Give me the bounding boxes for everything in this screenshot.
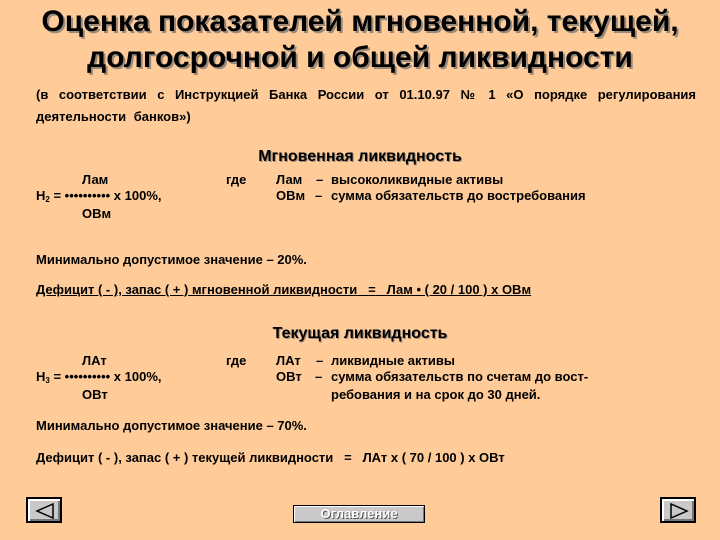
current-def2-text-line2: ребования и на срок до 30 дней.	[331, 387, 541, 402]
current-formula-rest: = •••••••••• х 100%,	[49, 369, 162, 384]
current-deficit-left: Дефицит ( - ), запас ( + ) текущей ликвидности	[36, 450, 334, 465]
instant-def2-text: сумма обязательств до востребования	[331, 188, 586, 203]
instant-def1-term: Лам	[276, 172, 303, 187]
current-liquidity-heading: Текущая ликвидность	[272, 325, 448, 342]
instant-denominator: ОВм	[82, 206, 112, 221]
instant-formula	[36, 188, 162, 208]
triangle-right-icon	[669, 503, 689, 519]
title-line-2: долгосрочной и общей ликвидности	[87, 41, 633, 74]
current-numerator: ЛАт	[82, 353, 107, 368]
current-def1-text: ликвидные активы	[331, 353, 455, 368]
next-slide-button[interactable]	[660, 497, 696, 523]
current-indicator-sub: 3	[45, 376, 50, 385]
instant-min-value: Минимально допустимое значение – 20%.	[36, 252, 307, 267]
instant-indicator: Н	[36, 188, 46, 203]
instant-deficit-right: Лам • ( 20 / 100 ) х ОВм	[386, 282, 532, 297]
current-def1-dash: –	[316, 353, 324, 368]
prev-slide-button[interactable]	[26, 497, 62, 523]
title-line-1: Оценка показателей мгновенной, текущей,	[41, 5, 679, 38]
current-deficit-eq: =	[344, 450, 352, 465]
table-of-contents-button[interactable]: Оглавление	[293, 505, 425, 523]
intro-text: (в соответствии с Инструкцией Банка России от 01.10.97 № 1 «О порядке регулирования деятельности банков»)	[36, 87, 696, 124]
instant-def1-text: высоколиквидные активы	[331, 172, 504, 187]
current-min-value: Минимально допустимое значение – 70%.	[36, 418, 307, 433]
current-where: где	[226, 353, 247, 368]
instant-numerator: Лам	[82, 172, 109, 187]
instant-deficit-formula	[36, 282, 531, 298]
instant-def2-term: ОВм	[276, 188, 306, 203]
instant-def1-dash: –	[316, 172, 324, 187]
page-title	[0, 4, 720, 76]
instant-where: где	[226, 172, 247, 187]
triangle-left-icon	[35, 503, 55, 519]
instant-deficit-left: Дефицит ( - ), запас ( + ) мгновенной ликвидности	[36, 282, 358, 297]
instant-deficit-eq: =	[368, 282, 376, 297]
current-deficit-formula	[36, 450, 505, 466]
instant-def2-dash: –	[315, 188, 323, 203]
current-def2-text-line1: сумма обязательств по счетам до вост-	[331, 369, 589, 384]
current-denominator: ОВт	[82, 387, 108, 402]
current-def2-term: ОВт	[276, 369, 302, 384]
current-formula	[36, 369, 162, 389]
current-def1-term: ЛАт	[276, 353, 301, 368]
instant-formula-rest: = •••••••••• х 100%,	[49, 188, 162, 203]
instant-liquidity-heading: Мгновенная ликвидность	[258, 148, 462, 165]
current-deficit-right: ЛАт х ( 70 / 100 ) х ОВт	[362, 450, 505, 465]
current-def2-dash: –	[315, 369, 323, 384]
current-indicator: Н	[36, 369, 46, 384]
instant-indicator-sub: 2	[45, 195, 50, 204]
